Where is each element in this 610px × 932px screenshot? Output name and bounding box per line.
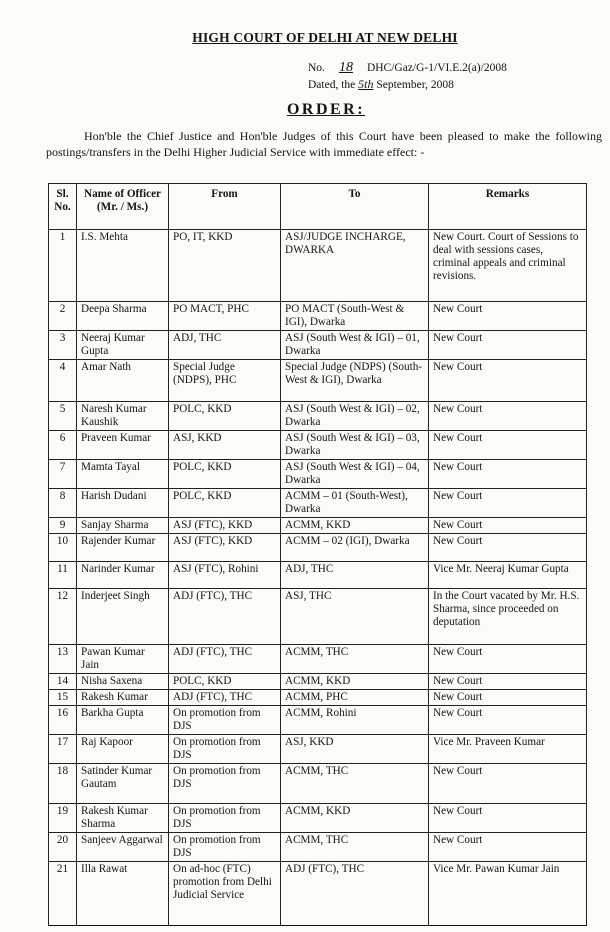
cell-name: Mamta Tayal xyxy=(77,460,169,489)
table-header-row xyxy=(49,184,587,230)
cell-name: Pawan Kumar Jain xyxy=(77,645,169,674)
table-row xyxy=(49,302,587,331)
header-to: To xyxy=(281,184,429,230)
table-row xyxy=(49,690,587,706)
cell-from: PO MACT, PHC xyxy=(169,302,281,331)
cell-remarks: New Court xyxy=(429,489,587,518)
cell-remarks: New Court xyxy=(429,833,587,862)
cell-sl: 18 xyxy=(49,764,77,804)
table-row xyxy=(49,674,587,690)
table-row xyxy=(49,589,587,645)
dated-prefix: Dated, the xyxy=(308,79,356,91)
header-name: Name of Officer (Mr. / Ms.) xyxy=(77,184,169,230)
cell-name: Raj Kapoor xyxy=(77,735,169,764)
cell-sl: 19 xyxy=(49,804,77,833)
cell-name: Neeraj Kumar Gupta xyxy=(77,331,169,360)
cell-remarks: New Court xyxy=(429,534,587,562)
cell-to: ASJ/JUDGE INCHARGE, DWARKA xyxy=(281,230,429,302)
cell-sl: 11 xyxy=(49,562,77,589)
cell-name: Harish Dudani xyxy=(77,489,169,518)
cell-sl: 16 xyxy=(49,706,77,735)
table-row xyxy=(49,489,587,518)
intro-paragraph: Hon'ble the Chief Justice and Hon'ble Judges of this Court have been pleased to make the following postings/transfers in the Delhi Higher Judicial Service with immediate effect: - xyxy=(46,129,602,159)
cell-remarks: Vice Mr. Praveen Kumar xyxy=(429,735,587,764)
cell-to: ACMM – 01 (South-West), Dwarka xyxy=(281,489,429,518)
cell-sl: 7 xyxy=(49,460,77,489)
cell-sl: 10 xyxy=(49,534,77,562)
cell-from: ADJ (FTC), THC xyxy=(169,645,281,674)
cell-sl: 2 xyxy=(49,302,77,331)
cell-remarks: New Court. Court of Sessions to deal with sessions cases, criminal appeals and criminal revisions. xyxy=(429,230,587,302)
cell-from: ASJ (FTC), Rohini xyxy=(169,562,281,589)
cell-remarks: Vice Mr. Neeraj Kumar Gupta xyxy=(429,562,587,589)
header-from: From xyxy=(169,184,281,230)
cell-sl: 20 xyxy=(49,833,77,862)
table-row xyxy=(49,645,587,674)
table-row xyxy=(49,562,587,589)
cell-name: Praveen Kumar xyxy=(77,431,169,460)
cell-remarks: New Court xyxy=(429,431,587,460)
cell-sl: 3 xyxy=(49,331,77,360)
cell-name: Nisha Saxena xyxy=(77,674,169,690)
table-row xyxy=(49,833,587,862)
document-title: HIGH COURT OF DELHI AT NEW DELHI xyxy=(192,30,458,45)
cell-name: Narinder Kumar xyxy=(77,562,169,589)
reference-prefix: No. xyxy=(308,62,325,74)
cell-from: ASJ, KKD xyxy=(169,431,281,460)
cell-remarks: New Court xyxy=(429,402,587,431)
cell-name: Rakesh Kumar xyxy=(77,690,169,706)
cell-from: On promotion from DJS xyxy=(169,735,281,764)
cell-to: ASJ (South West & IGI) – 04, Dwarka xyxy=(281,460,429,489)
cell-remarks: New Court xyxy=(429,518,587,534)
cell-to: ASJ (South West & IGI) – 01, Dwarka xyxy=(281,331,429,360)
cell-name: I.S. Mehta xyxy=(77,230,169,302)
reference-block xyxy=(308,60,507,93)
table-row xyxy=(49,735,587,764)
cell-sl: 9 xyxy=(49,518,77,534)
cell-name: Barkha Gupta xyxy=(77,706,169,735)
table-row xyxy=(49,862,587,926)
table-row xyxy=(49,230,587,302)
cell-sl: 6 xyxy=(49,431,77,460)
cell-name: Rajender Kumar xyxy=(77,534,169,562)
table-row xyxy=(49,402,587,431)
cell-to: ASJ (South West & IGI) – 03, Dwarka xyxy=(281,431,429,460)
table-row xyxy=(49,804,587,833)
cell-sl: 14 xyxy=(49,674,77,690)
cell-from: POLC, KKD xyxy=(169,460,281,489)
dated-rest: September, 2008 xyxy=(376,79,454,91)
cell-from: On promotion from DJS xyxy=(169,706,281,735)
postings-table xyxy=(48,183,587,926)
cell-name: Deepa Sharma xyxy=(77,302,169,331)
table-row xyxy=(49,534,587,562)
cell-remarks: New Court xyxy=(429,302,587,331)
cell-remarks: New Court xyxy=(429,764,587,804)
cell-from: POLC, KKD xyxy=(169,489,281,518)
cell-sl: 4 xyxy=(49,360,77,402)
cell-name: Inderjeet Singh xyxy=(77,589,169,645)
cell-from: Special Judge (NDPS), PHC xyxy=(169,360,281,402)
reference-number-line xyxy=(308,60,507,76)
cell-to: ACMM, KKD xyxy=(281,804,429,833)
cell-from: PO, IT, KKD xyxy=(169,230,281,302)
cell-remarks: New Court xyxy=(429,460,587,489)
cell-to: ACMM, KKD xyxy=(281,674,429,690)
cell-name: Illa Rawat xyxy=(77,862,169,926)
cell-to: ACMM, THC xyxy=(281,645,429,674)
cell-name: Satinder Kumar Gautam xyxy=(77,764,169,804)
dated-day: 5th xyxy=(358,77,374,91)
cell-sl: 15 xyxy=(49,690,77,706)
cell-remarks: New Court xyxy=(429,674,587,690)
cell-to: ACMM, THC xyxy=(281,764,429,804)
cell-to: PO MACT (South-West & IGI), Dwarka xyxy=(281,302,429,331)
cell-to: ACMM, THC xyxy=(281,833,429,862)
cell-sl: 1 xyxy=(49,230,77,302)
cell-to: ACMM, PHC xyxy=(281,690,429,706)
table-row xyxy=(49,764,587,804)
cell-from: ADJ, THC xyxy=(169,331,281,360)
cell-remarks: New Court xyxy=(429,804,587,833)
cell-remarks: New Court xyxy=(429,706,587,735)
cell-remarks: New Court xyxy=(429,331,587,360)
table-row xyxy=(49,360,587,402)
cell-to: Special Judge (NDPS) (South-West & IGI), Dwarka xyxy=(281,360,429,402)
cell-remarks: Vice Mr. Pawan Kumar Jain xyxy=(429,862,587,926)
table-row xyxy=(49,460,587,489)
cell-name: Amar Nath xyxy=(77,360,169,402)
reference-code: DHC/Gaz/G-1/VI.E.2(a)/2008 xyxy=(366,62,507,74)
reference-number: 18 xyxy=(338,60,353,75)
cell-sl: 5 xyxy=(49,402,77,431)
cell-from: POLC, KKD xyxy=(169,402,281,431)
table-row xyxy=(49,331,587,360)
cell-to: ADJ (FTC), THC xyxy=(281,862,429,926)
cell-to: ADJ, THC xyxy=(281,562,429,589)
cell-name: Rakesh Kumar Sharma xyxy=(77,804,169,833)
cell-remarks: In the Court vacated by Mr. H.S. Sharma, since proceeded on deputation xyxy=(429,589,587,645)
cell-to: ACMM, KKD xyxy=(281,518,429,534)
cell-from: On promotion from DJS xyxy=(169,804,281,833)
cell-remarks: New Court xyxy=(429,360,587,402)
table-row xyxy=(49,706,587,735)
header-remarks: Remarks xyxy=(429,184,587,230)
cell-sl: 13 xyxy=(49,645,77,674)
cell-to: ASJ, KKD xyxy=(281,735,429,764)
cell-to: ACMM – 02 (IGI), Dwarka xyxy=(281,534,429,562)
cell-to: ASJ (South West & IGI) – 02, Dwarka xyxy=(281,402,429,431)
cell-name: Naresh Kumar Kaushik xyxy=(77,402,169,431)
table-row xyxy=(49,518,587,534)
cell-remarks: New Court xyxy=(429,645,587,674)
cell-name: Sanjeev Aggarwal xyxy=(77,833,169,862)
cell-from: On ad-hoc (FTC) promotion from Delhi Judicial Service xyxy=(169,862,281,926)
cell-from: POLC, KKD xyxy=(169,674,281,690)
cell-to: ASJ, THC xyxy=(281,589,429,645)
table-row xyxy=(49,431,587,460)
cell-remarks: New Court xyxy=(429,690,587,706)
cell-sl: 12 xyxy=(49,589,77,645)
cell-from: On promotion from DJS xyxy=(169,833,281,862)
cell-from: ASJ (FTC), KKD xyxy=(169,534,281,562)
cell-sl: 21 xyxy=(49,862,77,926)
cell-sl: 17 xyxy=(49,735,77,764)
date-line xyxy=(308,76,507,93)
cell-sl: 8 xyxy=(49,489,77,518)
cell-from: On promotion from DJS xyxy=(169,764,281,804)
header-sl-no: Sl. No. xyxy=(49,184,77,230)
cell-to: ACMM, Rohini xyxy=(281,706,429,735)
cell-name: Sanjay Sharma xyxy=(77,518,169,534)
cell-from: ADJ (FTC), THC xyxy=(169,690,281,706)
cell-from: ADJ (FTC), THC xyxy=(169,589,281,645)
cell-from: ASJ (FTC), KKD xyxy=(169,518,281,534)
order-heading: ORDER: xyxy=(286,101,366,118)
